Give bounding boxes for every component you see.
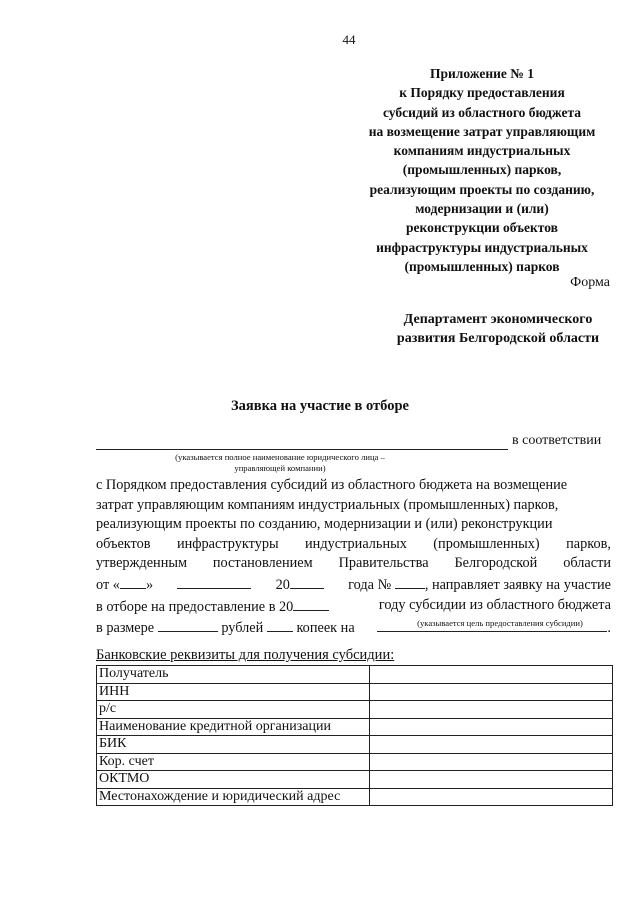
bank-field-value[interactable] bbox=[370, 788, 613, 806]
body-word: парков, bbox=[566, 535, 611, 552]
application-body bbox=[96, 476, 611, 639]
bank-field-label: Кор. счет bbox=[97, 753, 370, 771]
body-word: постановлением bbox=[212, 555, 313, 572]
month-field[interactable] bbox=[177, 574, 251, 589]
kopecks-field[interactable] bbox=[267, 617, 293, 632]
kopecks-label: копеек на bbox=[296, 620, 355, 637]
selection-year-prefix: в отборе на предоставление в 20 bbox=[96, 598, 294, 615]
annex-line: (промышленных) парков bbox=[404, 258, 560, 274]
body-line-date bbox=[96, 574, 611, 596]
from-label: от « bbox=[96, 576, 120, 593]
year-prefix: 20 bbox=[275, 576, 290, 593]
department-line: развития Белгородской области bbox=[396, 331, 600, 346]
body-line bbox=[96, 535, 611, 555]
annex-line: (промышленных) парков, bbox=[402, 162, 562, 178]
year-field[interactable] bbox=[290, 574, 324, 589]
bank-field-label: ИНН bbox=[97, 683, 370, 701]
annex-line: компаниям индустриальных bbox=[393, 143, 571, 159]
page-number: 44 bbox=[342, 32, 356, 47]
bank-details-heading: Банковские реквизиты для получения субсидии: bbox=[96, 647, 395, 663]
bank-field-label: Получатель bbox=[97, 666, 370, 684]
applicant-name-field[interactable] bbox=[96, 449, 508, 450]
bank-field-label: ОКТМО bbox=[97, 771, 370, 789]
bank-field-value[interactable] bbox=[370, 771, 613, 789]
annex-line: на возмещение затрат управляющим bbox=[368, 123, 596, 139]
body-line-year bbox=[96, 596, 611, 618]
body-line bbox=[96, 554, 611, 574]
number-group bbox=[348, 574, 611, 596]
body-word: области bbox=[563, 555, 611, 572]
bank-field-value[interactable] bbox=[370, 718, 613, 736]
resolution-number-field[interactable] bbox=[395, 574, 425, 589]
year-group bbox=[276, 574, 324, 596]
quote-close: » bbox=[145, 576, 154, 593]
rubles-field[interactable] bbox=[158, 617, 218, 632]
annex-line: к Порядку предоставления bbox=[399, 85, 565, 101]
bank-field-value[interactable] bbox=[370, 736, 613, 754]
bank-field-value[interactable] bbox=[370, 683, 613, 701]
annex-line: модернизации и (или) bbox=[415, 201, 549, 217]
bank-field-value[interactable] bbox=[370, 701, 613, 719]
body-line-text: с Порядком предоставления субсидий из областного бюджета на возмещение bbox=[96, 477, 568, 493]
body-line bbox=[96, 515, 611, 535]
amount-group bbox=[96, 617, 355, 639]
selection-year-group bbox=[96, 596, 329, 618]
annex-line: Приложение № 1 bbox=[430, 66, 534, 81]
applicant-hint bbox=[150, 452, 410, 474]
table-row bbox=[97, 718, 613, 736]
department-line: Департамент экономического bbox=[403, 312, 593, 327]
bank-details-table bbox=[96, 665, 613, 806]
table-row bbox=[97, 683, 613, 701]
applicant-hint-line: (указывается полное наименование юридического лица – bbox=[175, 452, 385, 462]
body-word: (промышленных) bbox=[433, 535, 540, 552]
selection-year-suffix: году субсидии из областного бюджета bbox=[378, 596, 611, 613]
bank-field-label: Наименование кредитной организации bbox=[97, 718, 370, 736]
bank-field-value[interactable] bbox=[370, 753, 613, 771]
table-row bbox=[97, 771, 613, 789]
sentence-end: . bbox=[607, 620, 611, 637]
sends-text: , направляет заявку на участие bbox=[424, 576, 611, 593]
selection-year-field[interactable] bbox=[293, 596, 329, 611]
table-row bbox=[97, 701, 613, 719]
annex-line: реализующим проекты по созданию, bbox=[369, 181, 595, 197]
bank-field-label: Местонахождение и юридический адрес bbox=[97, 788, 370, 806]
table-row bbox=[97, 788, 613, 806]
body-line-text: реализующим проекты по созданию, модернизации и (или) реконструкции bbox=[96, 516, 553, 533]
table-row bbox=[97, 736, 613, 754]
body-word: Правительства bbox=[338, 555, 429, 572]
rubles-label: рублей bbox=[221, 620, 264, 637]
date-group bbox=[96, 574, 153, 596]
amount-prefix: в размере bbox=[96, 620, 155, 637]
day-field[interactable] bbox=[120, 574, 146, 589]
applicant-suffix: в соответствии bbox=[512, 433, 602, 448]
annex-line: инфраструктуры индустриальных bbox=[376, 239, 588, 255]
body-line-text: затрат управляющим компаниям индустриальных (промышленных) парков, bbox=[96, 496, 559, 513]
body-word: индустриальных bbox=[305, 535, 407, 552]
body-word: инфраструктуры bbox=[176, 535, 279, 552]
body-word: объектов bbox=[96, 535, 151, 552]
form-label: Форма bbox=[570, 275, 610, 290]
document-title: Заявка на участие в отборе bbox=[231, 398, 409, 414]
annex-header bbox=[340, 64, 624, 276]
table-row bbox=[97, 753, 613, 771]
body-line bbox=[96, 476, 611, 496]
table-row bbox=[97, 666, 613, 684]
bank-field-label: р/с bbox=[97, 701, 370, 719]
body-word: Белгородской bbox=[454, 555, 538, 572]
body-word: утвержденным bbox=[96, 555, 188, 572]
applicant-hint-line: управляющей компании) bbox=[234, 463, 326, 473]
bank-field-value[interactable] bbox=[370, 666, 613, 684]
annex-line: субсидий из областного бюджета bbox=[382, 104, 582, 120]
bank-field-label: БИК bbox=[97, 736, 370, 754]
purpose-hint: (указывается цель предоставления субсидии) bbox=[417, 618, 583, 628]
department-name bbox=[382, 310, 614, 348]
body-line bbox=[96, 496, 611, 516]
annex-line: реконструкции объектов bbox=[406, 220, 558, 236]
year-number-label: года № bbox=[348, 576, 392, 593]
